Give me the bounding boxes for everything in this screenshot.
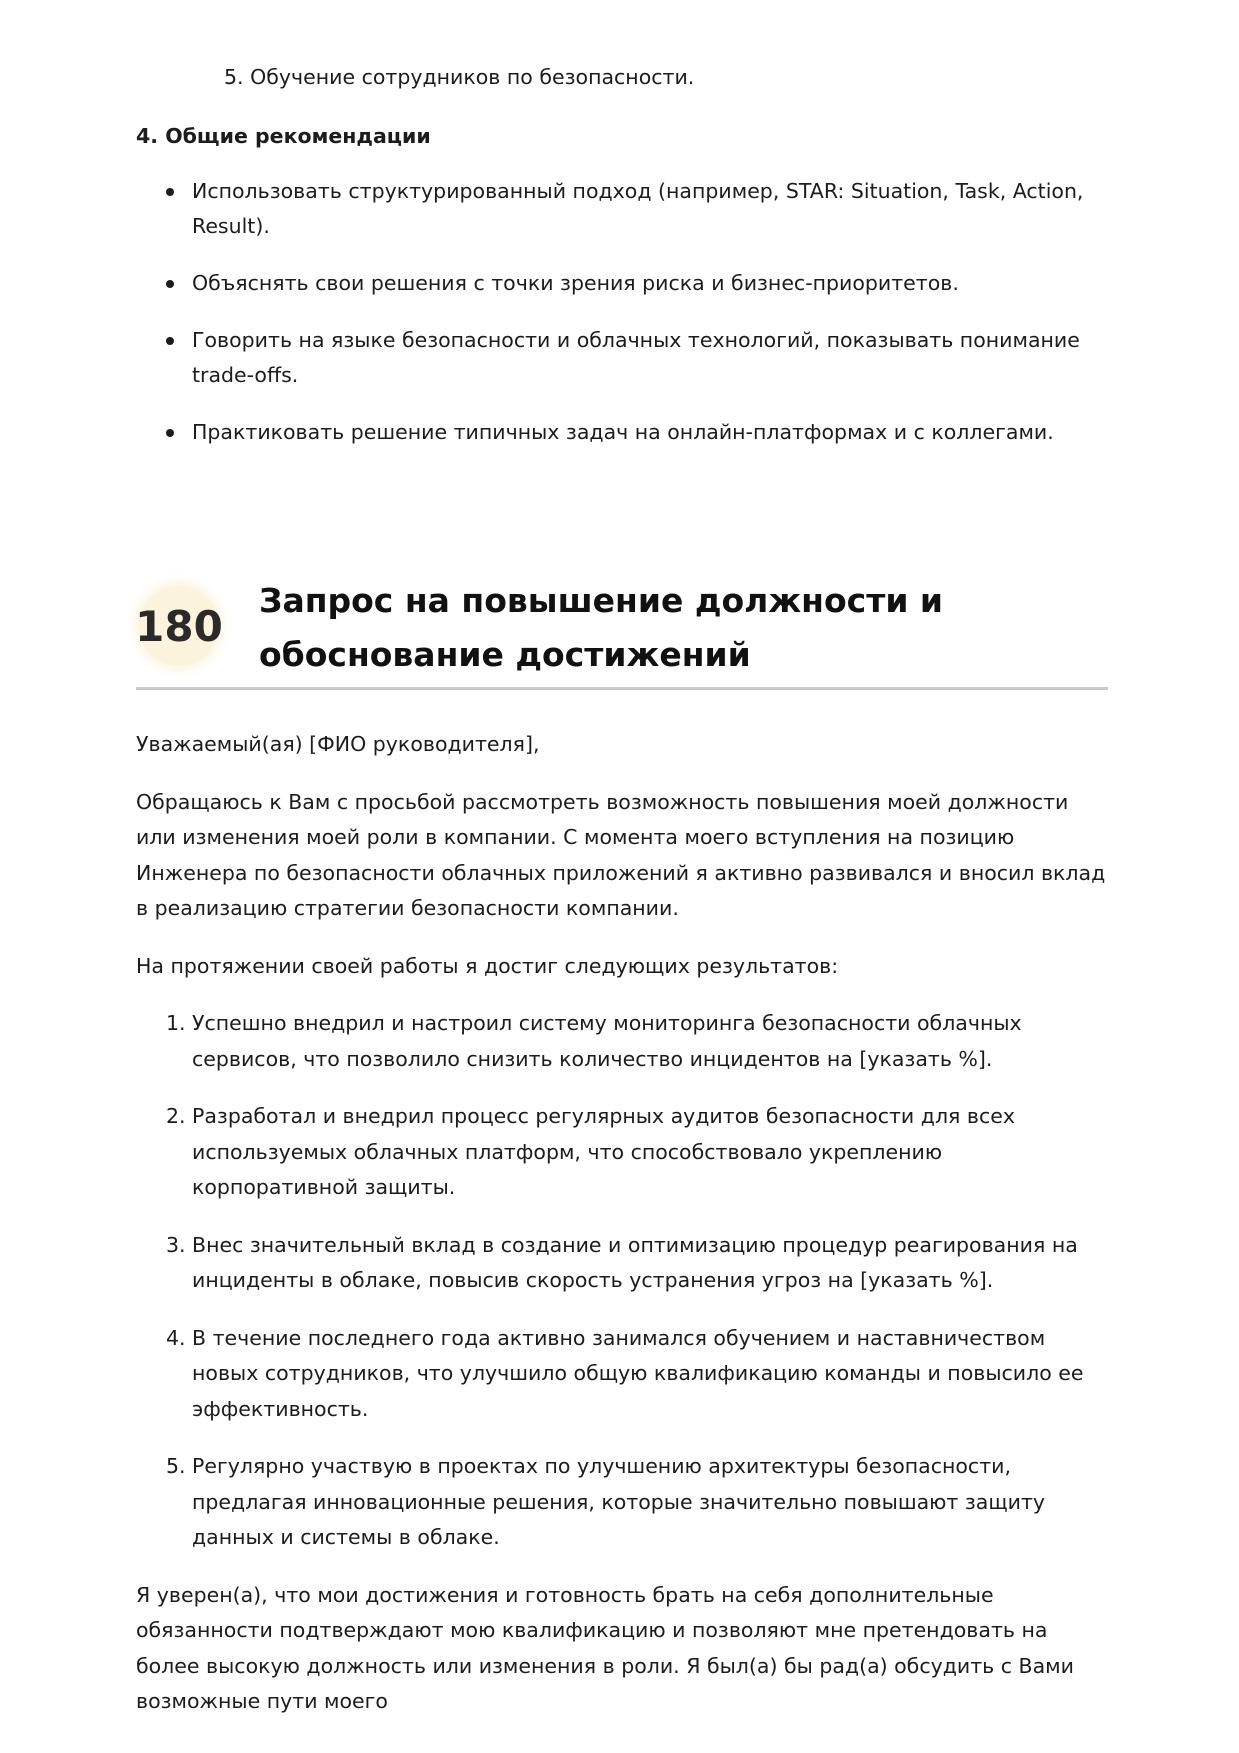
letter-closing: Я уверен(а), что мои достижения и готовность брать на себя дополнительные обязанности подтверждают мою квалификацию и позволяют мне претендовать на более высокую должность или изменения в роли. Я был(а) бы рад(а) обсудить с Вами возможные пути моего [136, 1582, 1074, 1713]
list-item: 2. Разработал и внедрил процесс регулярных аудитов безопасности для всех используемых облачных платформ, что способствовало укреплению корпоративной защиты. [166, 1104, 1015, 1199]
letter-results-lead: На протяжении своей работы я достиг следующих результатов: [136, 953, 839, 978]
bullet-icon [166, 429, 174, 437]
bullet-icon [166, 188, 174, 196]
previous-list-item-number: 5. [224, 65, 244, 89]
list-item: 4. В течение последнего года активно занимался обучением и наставничеством новых сотрудников, что улучшило общую квалификацию команды и повысило ее эффективность. [166, 1325, 1084, 1421]
section-header [136, 574, 1108, 690]
section-number-badge: 180 [139, 586, 219, 666]
list-item: 1. Успешно внедрил и настроил систему мониторинга безопасности облачных сервисов, что позволило снизить количество инцидентов на [указать %]. [166, 1011, 1022, 1071]
recommendations-heading: 4. Общие рекомендации [136, 124, 431, 148]
letter-greeting: Уважаемый(ая) [ФИО руководителя], [136, 732, 540, 756]
list-item: 3. Внес значительный вклад в создание и оптимизацию процедур реагирования на инциденты в облаке, повысив скорость устранения угроз на [указать %]. [166, 1232, 1078, 1292]
list-item: Использовать структурированный подход (например, STAR: Situation, Task, Action, Result). [136, 174, 1108, 244]
previous-list-item [224, 62, 694, 92]
list-item: Объяснять свои решения с точки зрения риска и бизнес-приоритетов. [136, 266, 1108, 301]
list-item: Практиковать решение типичных задач на онлайн-платформах и с коллегами. [136, 415, 1108, 450]
list-item: Говорить на языке безопасности и облачных технологий, показывать понимание trade-offs. [136, 323, 1108, 393]
recommendations-list [136, 174, 1108, 472]
section-title: Запрос на повышение должности и обоснование достижений [259, 581, 944, 674]
achievements-list [136, 1006, 1108, 1556]
previous-list-item-text: Обучение сотрудников по безопасности. [250, 65, 695, 89]
list-item: 5. Регулярно участвую в проектах по улучшению архитектуры безопасности, предлагая инновационные решения, которые значительно повышают защиту данных и системы в облаке. [166, 1454, 1046, 1549]
bullet-icon [166, 337, 174, 345]
letter-intro: Обращаюсь к Вам с просьбой рассмотреть возможность повышения моей должности или изменения моей роли в компании. С момента моего вступления на позицию Инженера по безопасности облачных приложений я активно развивался и вносил вклад в реализацию стратегии безопасности компании. [136, 789, 1106, 920]
bullet-icon [166, 280, 174, 288]
letter-body [136, 727, 1108, 1742]
